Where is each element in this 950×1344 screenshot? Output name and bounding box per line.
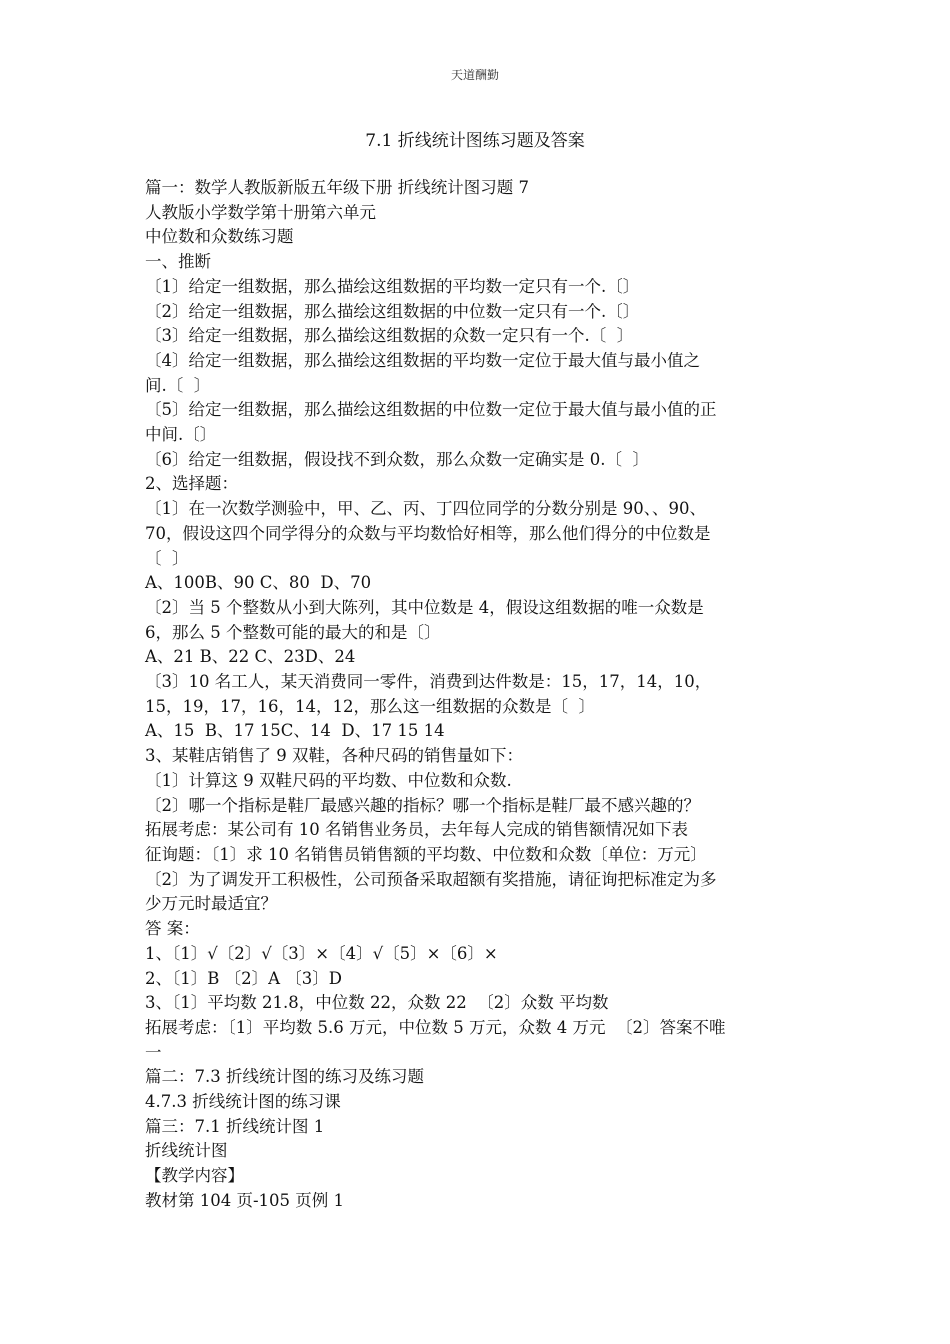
text-line: 4.7.3 折线统计图的练习课	[145, 1092, 341, 1112]
document-title: 7.1 折线统计图练习题及答案	[365, 131, 585, 151]
text-line: 〔1〕在一次数学测验中，甲、乙、丙、丁四位同学的分数分别是 90、、90、	[145, 499, 706, 519]
text-line: 70，假设这四个同学得分的众数与平均数恰好相等，那么他们得分的中位数是	[145, 523, 711, 543]
text-line: A、21 B、22 C、23D、24	[145, 647, 356, 667]
text-line: 〔3〕给定一组数据，那么描绘这组数据的众数一定只有一个.〔 〕	[145, 326, 634, 346]
text-line: 〔1〕给定一组数据，那么描绘这组数据的平均数一定只有一个.〔〕	[145, 276, 640, 296]
text-line: 【教学内容】	[145, 1166, 244, 1186]
text-line: 〔3〕10 名工人，某天消费同一零件，消费到达件数是：15，17，14，10，	[145, 672, 712, 692]
text-line: 篇二：7.3 折线统计图的练习及练习题	[145, 1067, 424, 1087]
text-line: A、100B、90 C、80 D、70	[145, 573, 372, 593]
text-line: 2、〔1〕B 〔2〕A 〔3〕D	[145, 968, 343, 988]
text-line: 间.〔 〕	[145, 375, 211, 395]
text-line: 3、某鞋店销售了 9 双鞋，各种尺码的销售量如下：	[145, 746, 523, 766]
text-line: 一、推断	[145, 252, 211, 272]
text-line: 教材第 104 页-105 页例 1	[145, 1190, 345, 1210]
text-line: 〔2〕给定一组数据，那么描绘这组数据的中位数一定只有一个.〔〕	[145, 301, 640, 321]
text-line: 拓展考虑：〔1〕平均数 5.6 万元，中位数 5 万元，众数 4 万元 〔2〕答案不唯	[145, 1017, 726, 1037]
text-line: 〔 〕	[145, 548, 189, 568]
text-line: 〔5〕给定一组数据，那么描绘这组数据的中位数一定位于最大值与最小值的正	[145, 400, 717, 420]
document-body	[145, 176, 810, 1214]
page-header: 天道酬勤	[450, 68, 499, 82]
text-line: A、15 B、17 15C、14 D、17 15 14	[145, 721, 445, 741]
text-line: 中位数和众数练习题	[145, 227, 294, 247]
text-line: 〔6〕给定一组数据，假设找不到众数，那么众数一定确实是 0.〔 〕	[145, 449, 649, 469]
text-line: 少万元时最适宜？	[145, 894, 277, 914]
text-line: 篇一：数学人教版新版五年级下册 折线统计图习题 7	[145, 178, 529, 197]
text-line: 中间.〔〕	[145, 425, 217, 445]
text-line: 3、〔1〕平均数 21.8，中位数 22，众数 22 〔2〕众数 平均数	[145, 993, 609, 1013]
text-line: 〔2〕为了调发开工积极性，公司预备采取超额有奖措施，请征询把标准定为多	[145, 869, 717, 889]
text-line: 答 案：	[145, 919, 200, 939]
text-line: 〔2〕哪一个指标是鞋厂最感兴趣的指标？哪一个指标是鞋厂最不感兴趣的？	[145, 795, 700, 815]
text-line: 折线统计图	[145, 1141, 228, 1161]
text-line: 篇三：7.1 折线统计图 1	[145, 1116, 325, 1136]
text-line: 征询题：〔1〕求 10 名销售员销售额的平均数、中位数和众数〔单位：万元〕	[145, 844, 707, 864]
text-line: 15，19，17，16，14，12，那么这一组数据的众数是〔 〕	[145, 696, 595, 716]
text-line: 〔4〕给定一组数据，那么描绘这组数据的平均数一定位于最大值与最小值之	[145, 350, 700, 370]
text-line: 一	[145, 1042, 162, 1062]
text-line: 1、〔1〕√〔2〕√〔3〕×〔4〕√〔5〕×〔6〕×	[145, 943, 498, 963]
text-line: 人教版小学数学第十册第六单元	[145, 202, 376, 222]
text-line: 6，那么 5 个整数可能的最大的和是〔〕	[145, 622, 441, 642]
text-line: 〔2〕当 5 个整数从小到大陈列，其中位数是 4，假设这组数据的唯一众数是	[145, 597, 704, 617]
text-line: 2、选择题：	[145, 474, 238, 494]
text-line: 〔1〕计算这 9 双鞋尺码的平均数、中位数和众数.	[145, 770, 512, 790]
text-line: 拓展考虑：某公司有 10 名销售业务员，去年每人完成的销售额情况如下表	[145, 820, 688, 840]
